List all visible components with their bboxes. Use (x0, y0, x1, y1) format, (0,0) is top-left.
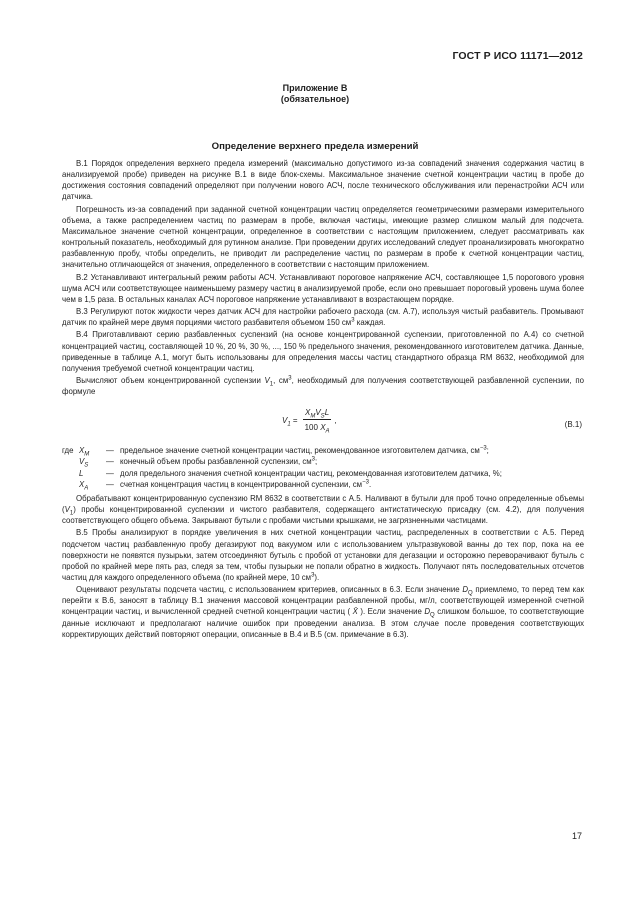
appendix-status: (обязательное) (280, 94, 350, 104)
paragraph-b4: В.4 Приготавливают серию разбавленных суспензий (на основе концентрированной суспензии, приготовленной по А.4) со счетной концентрацией частиц, составляющей 10 %, 20 %, 30 %, ..., 150 % предельного значения, рекомендованного изготовителем датчика. Данные, приведенные в таблице А.1, могут быть использованы для определения массы частиц стандартного образца RM 8632, необходимой для получения требуемой счетной концентрации частиц. (62, 330, 584, 373)
page-number: 17 (571, 831, 582, 841)
paragraph-b1: В.1 Порядок определения верхнего предела измерений (максимально допустимого из-за совпадений значения содержания частиц в анализируемой пробе) приведен на рисунке В.1 в виде блок-схемы. Максимальное значение счетной концентрации частиц в пробе до достижения состояния совпадений определяют при получении нового АСЧ, после технического обслуживания или перенастройки АСЧ или датчика. (62, 159, 584, 202)
paragraph-b5: В.5 Пробы анализируют в порядке увеличения в них счетной концентрации частиц, распределенных в соответствии с А.5. Перед подсчетом частиц разбавленную пробу дегазируют под вакуумом или с использованием ультразвуковой ванны до тех пор, пока на ее поверхности не появятся пузырьки, затем отсоединяют бутыль с пробой от установки для дегазации и осторожно переворачивают бутыль с пробой по крайней мере пять раз, следя за тем, чтобы пузырьки не попали обратно в жидкость. Получают пять последовательных отсчетов частиц для каждого определенного объема (по крайней мере, 10 $см^3$). (62, 528, 584, 582)
definition-item: L — доля предельного значения счетной концентрации частиц, рекомендованная изготовителем датчика, %; (79, 468, 502, 478)
formula-numerator: $X_MV_SL$ (304, 408, 330, 420)
formula-lhs: $V_1$ = (282, 415, 298, 428)
definition-item: $X_A$ — счетная концентрация частиц в концентрированной суспензии, $см^{-3}$. (79, 479, 372, 492)
formula-number: (В.1) (564, 420, 582, 430)
formula-expression: $V_1$ = $\frac{X_MV_SL}{100 X_A}$ , (282, 408, 337, 436)
formula-b1 (62, 401, 584, 445)
definition-item: где $X_M$ — предельное значение счетной концентрации частиц, рекомендованное изготовителем датчика, $см^{-3}$; (62, 445, 489, 458)
paragraph-calc: Вычисляют объем концентрированной суспензии $V_1$, $см^3$, необходимый для получения соответствующей разбавленной суспензии, по формуле (62, 375, 584, 397)
definition-item: $V_S$ — конечный объем пробы разбавленной суспензии, $см^3$; (79, 456, 318, 469)
paragraph-b3: В.3 Регулируют поток жидкости через датчик АСЧ для настройки рабочего расхода (см. А.7), используя чистый разбавитель. Промывают датчик по крайней мере двумя порциями чистого разбавителя объемом 150 $см^3$ каждая. (62, 307, 584, 328)
paragraph-treat: Обрабатывают концентрированную суспензию RM 8632 в соответствии с А.5. Наливают в бутыли для проб точно определенные объемы $(V_1)$ пробы концентрированной суспензии и чистого разбавителя, содержащего антистатическую присадку (см. 4.2), для получения соответствующего общего объема. Закрывают бутыли с пробами чистыми крышками, не загрязненными частицами. (62, 493, 584, 526)
standard-header: ГОСТ Р ИСО 11171—2012 (452, 50, 583, 62)
section-title: Определение верхнего предела измерений (211, 141, 419, 152)
formula-denominator: 100 $X_A$ (304, 423, 330, 436)
paragraph-error: Погрешность из-за совпадений при заданной счетной концентрации частиц определяется геометрическими размерами измерительного объема, а также распределением частиц по размерам в пробе, включая частицы, имеющие размер слишком малый для подсчета. Максимальное значение счетной концентрации, определенное в соответствии с настоящим приложением, следует рассматривать как контрольный показатель, необходимый для рутинном анализе. При проведении других исследований следует проанализировать многократно разбавленную пробу, чтобы определить, не приводит ли распределение частиц по размерам в пробе к счетной концентрации частиц, значительно отличающейся от значения, определенного в соответствии с настоящим приложением. (62, 204, 584, 270)
paragraph-b2: В.2 Устанавливают интегральный режим работы АСЧ. Устанавливают пороговое напряжение АСЧ, составляющее 1,5 порогового уровня шума АСЧ или соответствующее наименьшему размеру частиц в анализируемой пробе, если оно превышает пороговый уровень шума более чем в 1,5 раза. В остальных каналах АСЧ пороговое напряжение устанавливают в возрастающем порядке. (62, 272, 584, 304)
body-text (62, 158, 584, 640)
definitions-list (62, 445, 584, 490)
paragraph-evaluate: Оценивают результаты подсчета частиц, с использованием критериев, описанных в 6.3. Если значение $D_Q$ приемлемо, то перед тем как перейти к В.6, заносят в таблицу В.1 значения массовой концентрации разбавленной пробы, мг/л, соответствующей измеренной счетной концентрации частиц, и вычисленной средней счетной концентрации частиц ( X̄ ). Если значение $D_Q$ слишком большое, то соответствующие данные исключают и предполагают наличие ошибок при проведении анализа. В этом случае после проведения соответствующих корректирующих действий повторяют операции, описанные в В.4 и В.5 (см. примечание в 6.3). (62, 585, 585, 639)
appendix-label: Приложение В (282, 83, 348, 93)
